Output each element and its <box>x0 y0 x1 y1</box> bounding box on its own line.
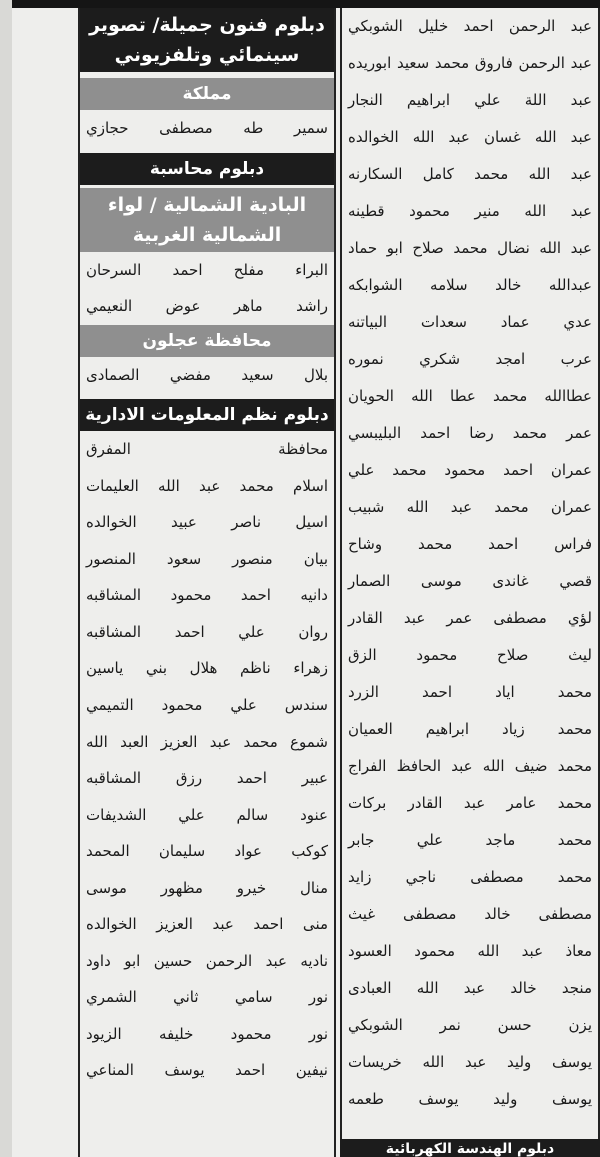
name-entry: معاذ عبد الله محمود العسود <box>348 942 592 960</box>
name-entry: عبد الرحمن فاروق محمد سعيد ابوريده <box>348 54 592 72</box>
name-entry: عمران احمد محمود محمد علي <box>348 461 592 479</box>
name-entry: ناديه عبد الرحمن حسين ابو داود <box>86 951 328 970</box>
name-entry: منجد خالد عبد الله العبادى <box>348 979 592 997</box>
name-entry: محمد اياد احمد الزرد <box>348 683 592 701</box>
name-entry: عبد الله محمد كامل السكارنه <box>348 165 592 183</box>
top-border <box>0 0 600 8</box>
name-entry: عبد الله غسان عبد الله الخوالده <box>348 128 592 146</box>
name-entry: بلال سعيد مفضي الصمادى <box>86 365 328 384</box>
name-entry: محمد ماجد علي جابر <box>348 831 592 849</box>
name-entry: عبد الله نضال محمد صلاح ابو حماد <box>348 239 592 257</box>
name-entry: نيفين احمد يوسف المناعي <box>86 1061 328 1080</box>
name-list-right <box>342 8 598 1118</box>
name-entry: لؤي مصطفى عمر عبد القادر <box>348 609 592 627</box>
name-entry: عبد اللة علي ابراهيم النجار <box>348 91 592 109</box>
name-entry: عطاالله محمد عطا الله الحويان <box>348 387 592 405</box>
diploma-mis-header: دبلوم نظم المعلومات الادارية <box>80 399 334 431</box>
name-entry: عرب امجد شكري نموره <box>348 350 592 368</box>
name-list-ajloun <box>80 357 334 394</box>
mis-subheading: محافظة المفرق <box>86 440 328 459</box>
name-entry: راشد ماهر عوض النعيمي <box>86 297 328 316</box>
name-entry: اسلام محمد عبد الله العليمات <box>86 476 328 495</box>
name-entry: عبد الرحمن احمد خليل الشوبكي <box>348 17 592 35</box>
name-entry: محمد ضيف الله عبد الحافظ الفراج <box>348 757 592 775</box>
left-column <box>78 8 336 1157</box>
name-entry: روان علي احمد المشاقبه <box>86 622 328 641</box>
right-column <box>340 8 600 1157</box>
name-list-cinema <box>80 110 334 147</box>
name-entry: محمد عامر عبد القادر بركات <box>348 794 592 812</box>
name-entry: عبير احمد رزق المشاقبه <box>86 769 328 788</box>
name-entry: اسيل ناصر عبيد الخوالده <box>86 513 328 532</box>
name-entry: دانيه احمد محمود المشاقبه <box>86 586 328 605</box>
name-entry: محمد زياد ابراهيم العميان <box>348 720 592 738</box>
region-badia-header: البادية الشمالية / لواء الشمالية الغربية <box>80 188 334 252</box>
name-entry: عبد الله منير محمود قطينه <box>348 202 592 220</box>
name-entry: بيان منصور سعود المنصور <box>86 549 328 568</box>
name-entry: مصطفى خالد مصطفى غيث <box>348 905 592 923</box>
name-entry: عمر محمد رضا احمد البليبسي <box>348 424 592 442</box>
name-entry: قصي غاندى موسى الصمار <box>348 572 592 590</box>
region-ajloun-header: محافظة عجلون <box>80 325 334 357</box>
name-entry: عبدالله خالد سلامه الشوابكه <box>348 276 592 294</box>
name-entry: محمد مصطفى ناجي زايد <box>348 868 592 886</box>
name-list-accounting <box>80 252 334 325</box>
name-entry: يوسف وليد يوسف طعمه <box>348 1090 592 1108</box>
name-entry: يوسف وليد عبد الله خريسات <box>348 1053 592 1071</box>
page-edge <box>0 0 12 1157</box>
region-kingdom-header: مملكة <box>80 78 334 110</box>
name-entry: شموع محمد عبد العزيز العبد الله <box>86 732 328 751</box>
name-list-mis <box>80 468 334 1089</box>
diploma-cinema-header: دبلوم فنون جميلة/ تصوير سينمائي وتلفزيوني <box>80 8 334 72</box>
name-entry: منال خيرو مظهور موسى <box>86 878 328 897</box>
name-entry: سندس علي محمود التميمي <box>86 696 328 715</box>
name-entry: زهراء ناظم هلال بني ياسين <box>86 659 328 678</box>
name-entry: منى احمد عبد العزيز الخوالده <box>86 915 328 934</box>
name-entry: البراء مفلح احمد السرحان <box>86 260 328 279</box>
name-entry: عمران محمد عبد الله شبيب <box>348 498 592 516</box>
name-entry: عنود سالم علي الشديفات <box>86 805 328 824</box>
name-entry: نور محمود خليفه الزيود <box>86 1024 328 1043</box>
name-entry: نور سامي ثاني الشمري <box>86 988 328 1007</box>
name-entry: ليث صلاح محمود الزق <box>348 646 592 664</box>
name-entry: كوكب عواد سليمان المحمد <box>86 842 328 861</box>
name-entry: عدي عماد سعدات البياتنه <box>348 313 592 331</box>
diploma-accounting-header: دبلوم محاسبة <box>80 153 334 185</box>
name-entry: فراس احمد محمد وشاح <box>348 535 592 553</box>
name-entry: سمير طه مصطفى حجازي <box>86 119 328 137</box>
name-entry: يزن حسن نمر الشوبكي <box>348 1016 592 1034</box>
electrical-engineering-header: دبلوم الهندسة الكهربائية <box>340 1139 600 1157</box>
